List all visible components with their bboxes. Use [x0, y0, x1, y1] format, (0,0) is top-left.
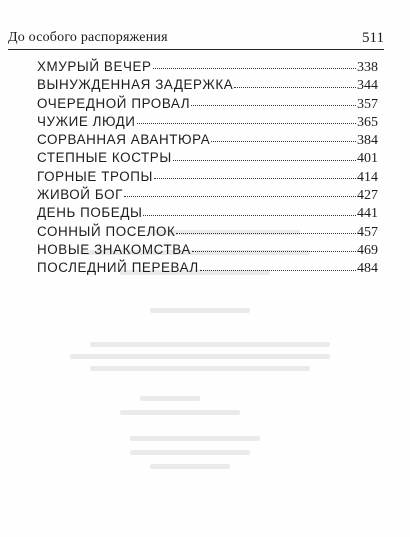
toc-page-number: 357	[357, 96, 378, 112]
dot-leader	[176, 232, 356, 234]
toc-entry	[37, 113, 378, 131]
toc-entry	[37, 95, 378, 113]
toc-title: ГОРНЫЕ ТРОПЫ	[37, 168, 153, 184]
toc-page-number: 384	[357, 133, 378, 149]
toc-page-number: 457	[357, 224, 378, 240]
toc-page-number: 414	[357, 169, 378, 185]
toc-title: СОРВАННАЯ АВАНТЮРА	[37, 132, 211, 148]
toc-entry	[37, 58, 378, 76]
toc-entry	[37, 241, 378, 259]
dot-leader	[211, 140, 356, 142]
toc-title: ЧУЖИЕ ЛЮДИ	[37, 113, 136, 129]
toc-page-number: 401	[357, 151, 378, 167]
toc-entry	[37, 204, 378, 222]
dot-leader	[153, 67, 356, 69]
header-rule	[8, 49, 384, 50]
toc-entry	[37, 186, 378, 204]
dot-leader	[137, 122, 357, 124]
toc-page-number: 427	[357, 188, 378, 204]
toc-entry	[37, 259, 378, 277]
toc-title: НОВЫЕ ЗНАКОМСТВА	[37, 241, 191, 257]
toc-page-number: 441	[357, 206, 378, 222]
page-number: 511	[362, 30, 384, 46]
toc-title: СОННЫЙ ПОСЕЛОК	[37, 223, 176, 239]
page-header	[8, 26, 384, 48]
dot-leader	[234, 86, 356, 88]
running-title: До особого распоряжения	[8, 30, 168, 45]
toc-entry	[37, 168, 378, 186]
toc-title: ДЕНЬ ПОБЕДЫ	[37, 205, 143, 221]
dot-leader	[192, 250, 356, 252]
toc-page-number: 338	[357, 60, 378, 75]
table-of-contents	[37, 58, 378, 278]
dot-leader	[200, 269, 356, 271]
toc-title: ЖИВОЙ БОГ	[37, 187, 123, 203]
toc-title: СТЕПНЫЕ КОСТРЫ	[37, 150, 172, 166]
toc-page-number: 469	[357, 242, 378, 258]
toc-entry	[37, 131, 378, 149]
toc-title: ВЫНУЖДЕННАЯ ЗАДЕРЖКА	[37, 77, 234, 93]
toc-title: ОЧЕРЕДНОЙ ПРОВАЛ	[37, 95, 191, 111]
dot-leader	[154, 177, 356, 179]
dot-leader	[173, 159, 356, 161]
toc-page-number: 484	[357, 261, 378, 277]
toc-page-number: 365	[357, 114, 378, 130]
toc-entry	[37, 223, 378, 241]
toc-page-number: 344	[357, 78, 378, 94]
dot-leader	[143, 214, 356, 216]
toc-entry	[37, 149, 378, 167]
toc-title: ХМУРЫЙ ВЕЧЕР	[37, 59, 152, 74]
toc-entry	[37, 76, 378, 94]
dot-leader	[124, 195, 356, 197]
dot-leader	[191, 104, 356, 106]
toc-title: ПОСЛЕДНИЙ ПЕРЕВАЛ	[37, 260, 199, 276]
